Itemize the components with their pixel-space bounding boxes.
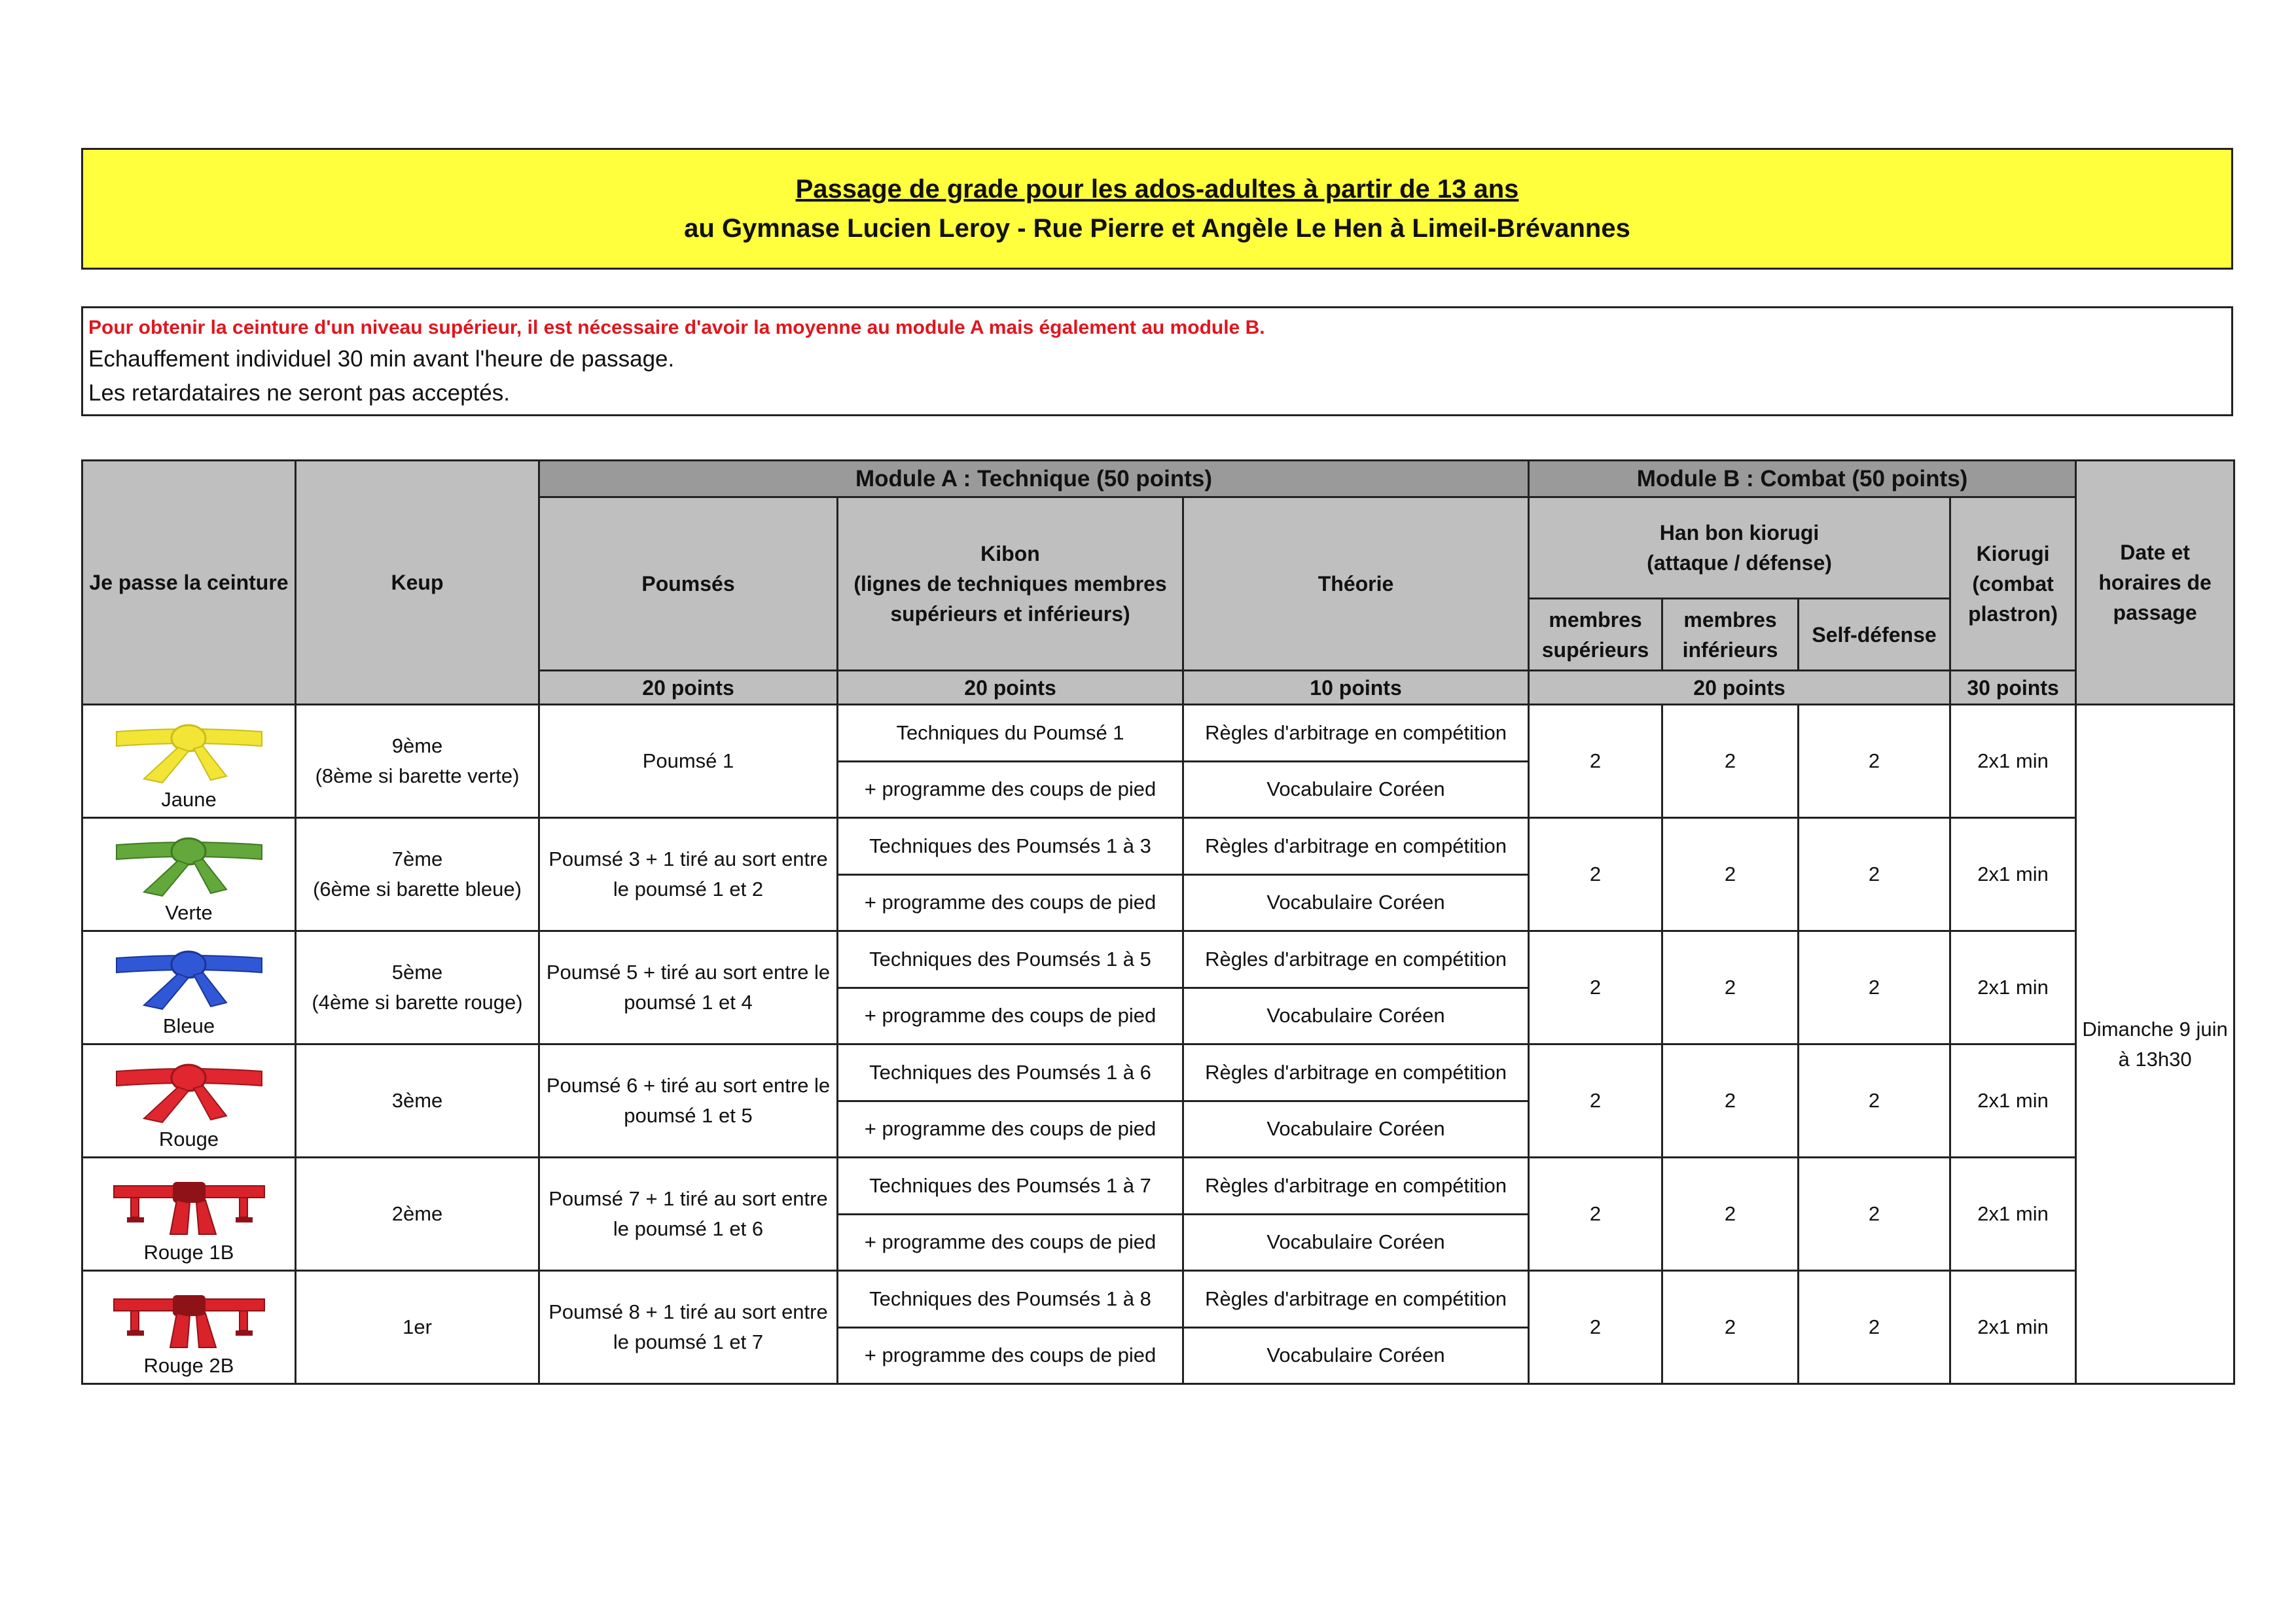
striped-belt-icon xyxy=(107,1174,271,1240)
belt-illustration xyxy=(83,819,295,930)
belt-illustration xyxy=(83,1045,295,1156)
kiorugi-duration-cell: 2x1 min xyxy=(1950,1158,2076,1271)
header-points-theorie: 10 points xyxy=(1183,671,1529,705)
belt-illustration xyxy=(83,1272,295,1383)
score-self-defense: 2 xyxy=(1799,818,1950,931)
keup-cell: 3ème xyxy=(296,1044,539,1158)
kibon-kicks-cell: + programme des coups de pied xyxy=(838,1101,1183,1158)
header-poumses: Poumsés xyxy=(539,497,838,671)
grade-table xyxy=(81,459,2235,1385)
theorie-vocabulary-cell: Vocabulaire Coréen xyxy=(1183,1327,1529,1384)
theorie-rules-cell: Règles d'arbitrage en compétition xyxy=(1183,818,1529,875)
score-self-defense: 2 xyxy=(1799,1044,1950,1158)
score-self-defense: 2 xyxy=(1799,1158,1950,1271)
keup-cell: 2ème xyxy=(296,1158,539,1271)
knotted-belt-icon xyxy=(107,1061,271,1126)
score-membres-superieurs: 2 xyxy=(1529,1158,1662,1271)
kiorugi-duration-cell: 2x1 min xyxy=(1950,931,2076,1044)
kibon-kicks-cell: + programme des coups de pied xyxy=(838,1327,1183,1384)
kibon-techniques-cell: Techniques des Poumsés 1 à 7 xyxy=(838,1158,1183,1215)
score-membres-inferieurs: 2 xyxy=(1662,931,1799,1044)
knotted-belt-icon xyxy=(107,948,271,1013)
notice-latecomers: Les retardataires ne seront pas acceptés. xyxy=(88,380,510,406)
belt-name: Verte xyxy=(165,901,213,924)
header-module-b: Module B : Combat (50 points) xyxy=(1529,461,2076,497)
kiorugi-duration-cell: 2x1 min xyxy=(1950,1044,2076,1158)
kibon-kicks-cell: + programme des coups de pied xyxy=(838,1214,1183,1271)
kiorugi-duration-cell: 2x1 min xyxy=(1950,818,2076,931)
belt-name: Bleue xyxy=(162,1014,215,1037)
belt-cell xyxy=(82,818,296,931)
kibon-kicks-cell: + programme des coups de pied xyxy=(838,874,1183,931)
poumse-cell: Poumsé 1 xyxy=(539,705,838,818)
keup-cell: 5ème (4ème si barette rouge) xyxy=(296,931,539,1044)
header-points-han-bon: 20 points xyxy=(1529,671,1950,705)
score-membres-inferieurs: 2 xyxy=(1662,1271,1799,1384)
header-kiorugi: Kiorugi (combat plastron) xyxy=(1950,497,2076,671)
score-self-defense: 2 xyxy=(1799,1271,1950,1384)
poumse-cell: Poumsé 5 + tiré au sort entre le poumsé 1 et 4 xyxy=(539,931,838,1044)
theorie-vocabulary-cell: Vocabulaire Coréen xyxy=(1183,988,1529,1044)
score-membres-inferieurs: 2 xyxy=(1662,1158,1799,1271)
header-membres-inferieurs: membres inférieurs xyxy=(1662,599,1799,671)
score-membres-inferieurs: 2 xyxy=(1662,705,1799,818)
notice-warmup: Echauffement individuel 30 min avant l'heure de passage. xyxy=(88,346,675,372)
poumse-cell: Poumsé 3 + 1 tiré au sort entre le poumsé 1 et 2 xyxy=(539,818,838,931)
belt-illustration xyxy=(83,1158,295,1270)
header-membres-superieurs: membres supérieurs xyxy=(1529,599,1662,671)
score-membres-superieurs: 2 xyxy=(1529,705,1662,818)
kibon-kicks-cell: + programme des coups de pied xyxy=(838,988,1183,1044)
belt-cell xyxy=(82,1158,296,1271)
header-points-kiorugi: 30 points xyxy=(1950,671,2076,705)
keup-cell: 9ème (8ème si barette verte) xyxy=(296,705,539,818)
theorie-rules-cell: Règles d'arbitrage en compétition xyxy=(1183,1044,1529,1101)
poumse-cell: Poumsé 7 + 1 tiré au sort entre le poumsé 1 et 6 xyxy=(539,1158,838,1271)
header-belt: Je passe la ceinture xyxy=(82,461,296,705)
score-membres-inferieurs: 2 xyxy=(1662,818,1799,931)
theorie-rules-cell: Règles d'arbitrage en compétition xyxy=(1183,1158,1529,1215)
header-module-a: Module A : Technique (50 points) xyxy=(539,461,1529,497)
kibon-kicks-cell: + programme des coups de pied xyxy=(838,761,1183,818)
title-banner xyxy=(81,148,2233,270)
poumse-cell: Poumsé 6 + tiré au sort entre le poumsé 1 et 5 xyxy=(539,1044,838,1158)
theorie-vocabulary-cell: Vocabulaire Coréen xyxy=(1183,761,1529,818)
kibon-techniques-cell: Techniques des Poumsés 1 à 3 xyxy=(838,818,1183,875)
belt-name: Rouge 2B xyxy=(143,1354,234,1377)
header-date: Date et horaires de passage xyxy=(2076,461,2234,705)
theorie-vocabulary-cell: Vocabulaire Coréen xyxy=(1183,1214,1529,1271)
belt-name: Jaune xyxy=(161,788,217,811)
theorie-rules-cell: Règles d'arbitrage en compétition xyxy=(1183,1271,1529,1328)
score-membres-superieurs: 2 xyxy=(1529,1044,1662,1158)
header-keup: Keup xyxy=(296,461,539,705)
grade-table-body xyxy=(82,705,2234,1384)
theorie-rules-cell: Règles d'arbitrage en compétition xyxy=(1183,705,1529,762)
score-membres-superieurs: 2 xyxy=(1529,818,1662,931)
header-self-defense: Self-défense xyxy=(1799,599,1950,671)
belt-illustration xyxy=(83,932,295,1043)
table-row xyxy=(82,1044,2234,1101)
kibon-techniques-cell: Techniques des Poumsés 1 à 5 xyxy=(838,931,1183,988)
table-row xyxy=(82,1271,2234,1328)
header-theorie: Théorie xyxy=(1183,497,1529,671)
poumse-cell: Poumsé 8 + 1 tiré au sort entre le poumsé 1 et 7 xyxy=(539,1271,838,1384)
belt-name: Rouge xyxy=(158,1128,219,1150)
kibon-techniques-cell: Techniques des Poumsés 1 à 6 xyxy=(838,1044,1183,1101)
score-membres-superieurs: 2 xyxy=(1529,931,1662,1044)
theorie-vocabulary-cell: Vocabulaire Coréen xyxy=(1183,874,1529,931)
score-membres-superieurs: 2 xyxy=(1529,1271,1662,1384)
belt-cell xyxy=(82,1044,296,1158)
kibon-techniques-cell: Techniques du Poumsé 1 xyxy=(838,705,1183,762)
kiorugi-duration-cell: 2x1 min xyxy=(1950,1271,2076,1384)
belt-cell xyxy=(82,705,296,818)
table-row xyxy=(82,818,2234,875)
table-row xyxy=(82,931,2234,988)
theorie-rules-cell: Règles d'arbitrage en compétition xyxy=(1183,931,1529,988)
belt-illustration xyxy=(83,705,295,817)
header-han-bon-kiorugi: Han bon kiorugi (attaque / défense) xyxy=(1529,497,1950,599)
knotted-belt-icon xyxy=(107,834,271,900)
kiorugi-duration-cell: 2x1 min xyxy=(1950,705,2076,818)
belt-cell xyxy=(82,931,296,1044)
page-title: Passage de grade pour les ados-adultes à partir de 13 ans xyxy=(795,175,1519,204)
keup-cell: 7ème (6ème si barette bleue) xyxy=(296,818,539,931)
kibon-techniques-cell: Techniques des Poumsés 1 à 8 xyxy=(838,1271,1183,1328)
theorie-vocabulary-cell: Vocabulaire Coréen xyxy=(1183,1101,1529,1158)
header-points-kibon: 20 points xyxy=(838,671,1183,705)
table-row xyxy=(82,705,2234,762)
page-subtitle: au Gymnase Lucien Leroy - Rue Pierre et Angèle Le Hen à Limeil-Brévannes xyxy=(684,214,1630,243)
header-points-poumses: 20 points xyxy=(539,671,838,705)
exam-date-cell: Dimanche 9 juin à 13h30 xyxy=(2076,705,2234,1384)
knotted-belt-icon xyxy=(107,721,271,787)
table-row xyxy=(82,1158,2234,1215)
notice-warning: Pour obtenir la ceinture d'un niveau supérieur, il est nécessaire d'avoir la moyenne au module A mais également au module B. xyxy=(88,317,1265,338)
header-kibon: Kibon (lignes de techniques membres supérieurs et inférieurs) xyxy=(838,497,1183,671)
score-self-defense: 2 xyxy=(1799,931,1950,1044)
notice-box xyxy=(81,306,2233,416)
keup-cell: 1er xyxy=(296,1271,539,1384)
belt-name: Rouge 1B xyxy=(143,1241,234,1264)
striped-belt-icon xyxy=(107,1287,271,1353)
score-self-defense: 2 xyxy=(1799,705,1950,818)
belt-cell xyxy=(82,1271,296,1384)
score-membres-inferieurs: 2 xyxy=(1662,1044,1799,1158)
